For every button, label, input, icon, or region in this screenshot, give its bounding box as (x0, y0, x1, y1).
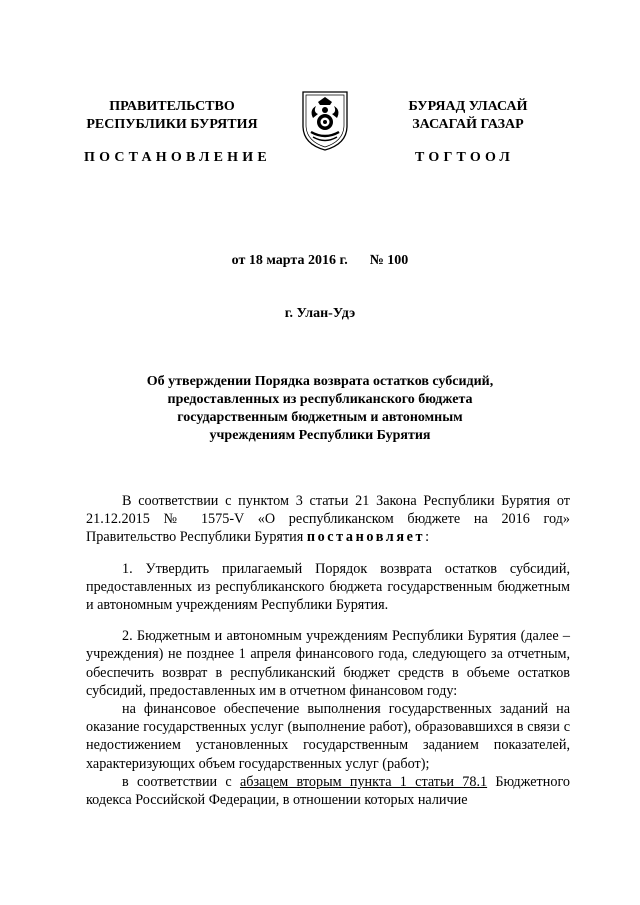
paragraph-item-1: 1. Утвердить прилагаемый Порядок возврата остатков субсидий, предоставленных из республиканского бюджета государственным бюджетным и автономным учреждениям Республики Бурятия. (86, 560, 570, 614)
header-left-line2: РЕСПУБЛИКИ БУРЯТИЯ (86, 117, 258, 132)
coat-of-arms-emblem (299, 88, 351, 152)
paragraph-item-2-sub-2: в соответствии с абзацем вторым пункта 1 статьи 78.1 Бюджетного кодекса Российской Федерации, в отношении которых наличие (86, 773, 571, 809)
header-left-line1: ПРАВИТЕЛЬСТВО (109, 99, 235, 114)
paragraph-preamble: В соответствии с пунктом 3 статьи 21 Закона Республики Бурятия от 21.12.2015 № 1575-V «О республиканском бюджете на 2016 год» Правительство Республики Бурятия постановляет: (86, 493, 570, 546)
header-right (368, 98, 568, 134)
resolves-word: постановляет (306, 529, 426, 546)
title-line: Об утверждении Порядка возврата остатков субсидий, (146, 374, 494, 389)
document-title (60, 373, 580, 445)
date-number-line (0, 253, 640, 269)
doc-type-right: ТОГТООЛ (415, 150, 515, 165)
title-line: предоставленных из республиканского бюджета (167, 392, 473, 407)
document-body (86, 492, 570, 809)
paragraph-item-2-sub-1: на финансовое обеспечение выполнения государственных заданий на оказание государственных услуг (выполнение работ), образовавшихся в связи с недостижением установленных государственным заданием показателей, характеризующих объем государственных услуг (работ); (86, 701, 570, 772)
paragraph-item-2: 2. Бюджетным и автономным учреждениям Республики Бурятия (далее – учреждения) не позднее 1 апреля финансового года, следующего за отчетным, обеспечить возврат в республиканский бюджет средств в объеме остатков субсидий, предоставленных им в отчетном финансовом году: (86, 628, 570, 699)
title-line: учреждениям Республики Бурятия (209, 428, 431, 443)
document-number: № 100 (369, 253, 409, 268)
header-right-line1: БУРЯАД УЛАСАЙ (408, 99, 528, 114)
city: г. Улан-Удэ (284, 306, 356, 321)
header-right-line2: ЗАСАГАЙ ГАЗАР (412, 117, 524, 132)
header-left (72, 98, 272, 134)
budget-code-link[interactable]: абзацем вторым пункта 1 статьи 78.1 (239, 773, 488, 790)
title-line: государственным бюджетным и автономным (177, 410, 463, 425)
document-date: от 18 марта 2016 г. (231, 253, 348, 268)
doc-type-left: ПОСТАНОВЛЕНИЕ (84, 150, 271, 165)
